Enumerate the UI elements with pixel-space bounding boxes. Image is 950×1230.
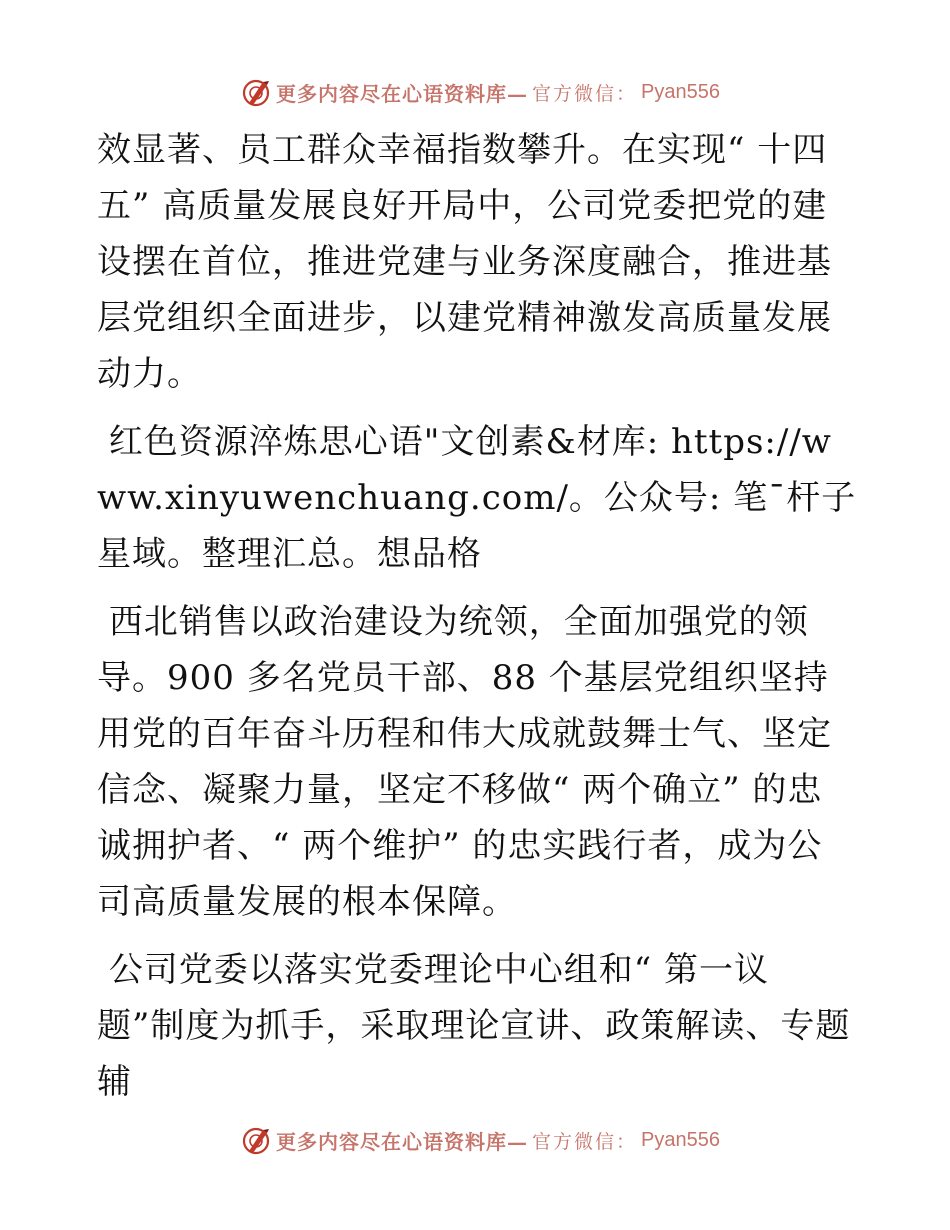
- footer-banner: [240, 1124, 720, 1156]
- page-footer: [0, 1120, 950, 1160]
- pen-circle-logo-icon: [240, 76, 272, 108]
- pen-circle-logo-icon: [240, 1124, 272, 1156]
- paragraph-4: 公司党委以落实党委理论中心组和“ 第一议题”制度为抓手，采取理论宣讲、政策解读、专题辅: [97, 950, 851, 1102]
- document-body: [97, 122, 857, 1122]
- footer-banner-text: 更多内容尽在心语资料库—: [276, 1129, 528, 1154]
- footer-wechat-id: Pyan556: [641, 1128, 720, 1151]
- paragraph-3: 西北销售以政治建设为统领，全面加强党的领导。900 多名党员干部、88 个基层党组织坚持用党的百年奋斗历程和伟大成就鼓舞士气、坚定信念、凝聚力量，坚定不移做“ 两个确立” 的忠诚拥护者、“ 两个维护” 的忠实践行者，成为公司高质量发展的根本保障。: [97, 602, 832, 922]
- header-banner: [240, 76, 720, 108]
- footer-official-label: 官方微信：: [532, 1130, 638, 1153]
- header-official-label: 官方微信：: [532, 82, 638, 105]
- header-banner-text: 更多内容尽在心语资料库—: [276, 81, 528, 106]
- header-wechat-id: Pyan556: [641, 80, 720, 103]
- page-header: [0, 72, 950, 112]
- paragraph-2: 红色资源淬炼思心语"文创素&材库: https://www.xinyuwenchuang.com/。公众号: 笔¯杆子星域。整理汇总。想品格: [97, 422, 857, 574]
- paragraph-1: 效显著、员工群众幸福指数攀升。在实现“ 十四五” 高质量发展良好开局中，公司党委把党的建设摆在首位，推进党建与业务深度融合，推进基层党组织全面进步，以建党精神激发高质量发展动力。: [97, 130, 832, 394]
